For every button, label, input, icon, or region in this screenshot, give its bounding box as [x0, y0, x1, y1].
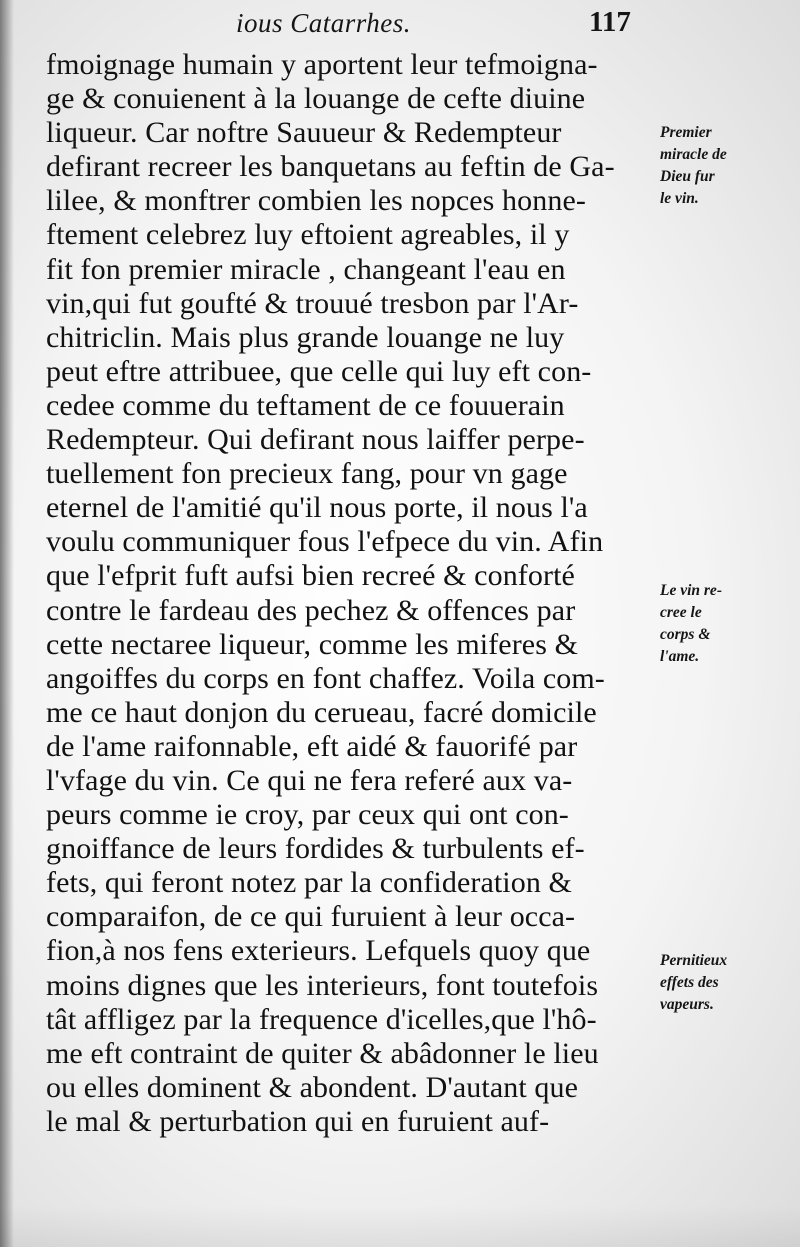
text-line: contre le fardeau des pechez & offences par [46, 593, 576, 627]
page-number: 117 [589, 6, 631, 38]
margin-note-line: effets des [660, 974, 719, 991]
text-line: chitriclin. Mais plus grande louange ne luy [46, 320, 565, 354]
margin-note-line: vapeurs. [660, 996, 714, 1013]
margin-note-line: l'ame. [660, 648, 700, 665]
margin-note-line: Le vin re- [660, 582, 722, 599]
text-line: tât affligez par la frequence d'icelles,que l'hô- [46, 1002, 597, 1036]
margin-note-line: Pernitieux [660, 952, 728, 969]
margin-note-first-miracle [660, 122, 790, 210]
text-line: fets, qui feront notez par la confideration & [46, 866, 572, 900]
text-line: l'vfage du vin. Ce qui ne fera referé aux va- [46, 763, 573, 797]
text-line: tuellement fon precieux fang, pour vn gage [46, 457, 568, 491]
text-line: fion,à nos fens exterieurs. Lefquels quoy que [46, 934, 591, 968]
margin-note-wine-body-soul [660, 580, 790, 668]
text-line: peurs comme ie croy, par ceux qui ont con- [46, 798, 569, 832]
text-line: comparaifon, de ce qui furuient à leur occa- [46, 900, 576, 934]
text-line: voulu communiquer fous l'efpece du vin. Afin [46, 525, 604, 559]
text-line: cette nectaree liqueur, comme les miferes & [46, 627, 579, 661]
text-line: me ce haut donjon du cerueau, facré domicile [46, 695, 597, 729]
text-line: fit fon premier miracle , changeant l'eau en [46, 252, 566, 286]
margin-note-line: le vin. [660, 190, 699, 207]
text-line: Redempteur. Qui defirant nous laiffer perpe- [46, 423, 585, 457]
text-line: me eft contraint de quiter & abâdonner le lieu [46, 1036, 599, 1070]
margin-note-line: Premier [660, 124, 712, 141]
bottom-shadow [0, 1205, 800, 1247]
main-text [46, 48, 658, 1139]
text-line: vin,qui fut goufté & trouué tresbon par l'Ar- [46, 286, 579, 320]
text-line: peut eftre attribuee, que celle qui luy eft con- [46, 354, 592, 388]
text-line: eternel de l'amitié qu'il nous porte, il nous l'a [46, 491, 588, 525]
text-line: cedee comme du teftament de ce fouuerain [46, 388, 565, 422]
text-line: le mal & perturbation qui en furuient auf- [46, 1104, 550, 1138]
text-line: liqueur. Car noftre Sauueur & Redempteur [46, 116, 562, 150]
page-gutter-shadow [0, 0, 14, 1247]
text-line: ou elles dominent & abondent. D'autant que [46, 1070, 578, 1104]
text-line: gnoiffance de leurs fordides & turbulents ef- [46, 832, 585, 866]
margin-note-vapors [660, 950, 790, 1016]
text-line: ftement celebrez luy eftoient agreables, il y [46, 218, 570, 252]
text-line: moins dignes que les interieurs, font toutefois [46, 968, 599, 1002]
text-line: de l'ame raifonnable, eft aidé & fauorifé par [46, 729, 578, 763]
margin-note-line: corps & [660, 626, 711, 643]
text-line: lilee, & monftrer combien les nopces honne- [46, 184, 586, 218]
text-line: fmoignage humain y aportent leur tefmoigna- [46, 48, 598, 81]
running-title: ious Catarrhes. [236, 8, 412, 38]
text-line: defirant recreer les banquetans au feftin de Ga- [46, 150, 615, 184]
text-line: angoiffes du corps en font chaffez. Voila com- [46, 661, 605, 695]
margin-note-line: miracle de [660, 146, 727, 163]
margin-note-line: Dieu fur [660, 168, 715, 185]
text-line: ge & conuienent à la louange de cefte diuine [46, 82, 586, 116]
text-line: que l'efprit fuft aufsi bien recreé & conforté [46, 559, 575, 593]
margin-note-line: cree le [660, 604, 702, 621]
